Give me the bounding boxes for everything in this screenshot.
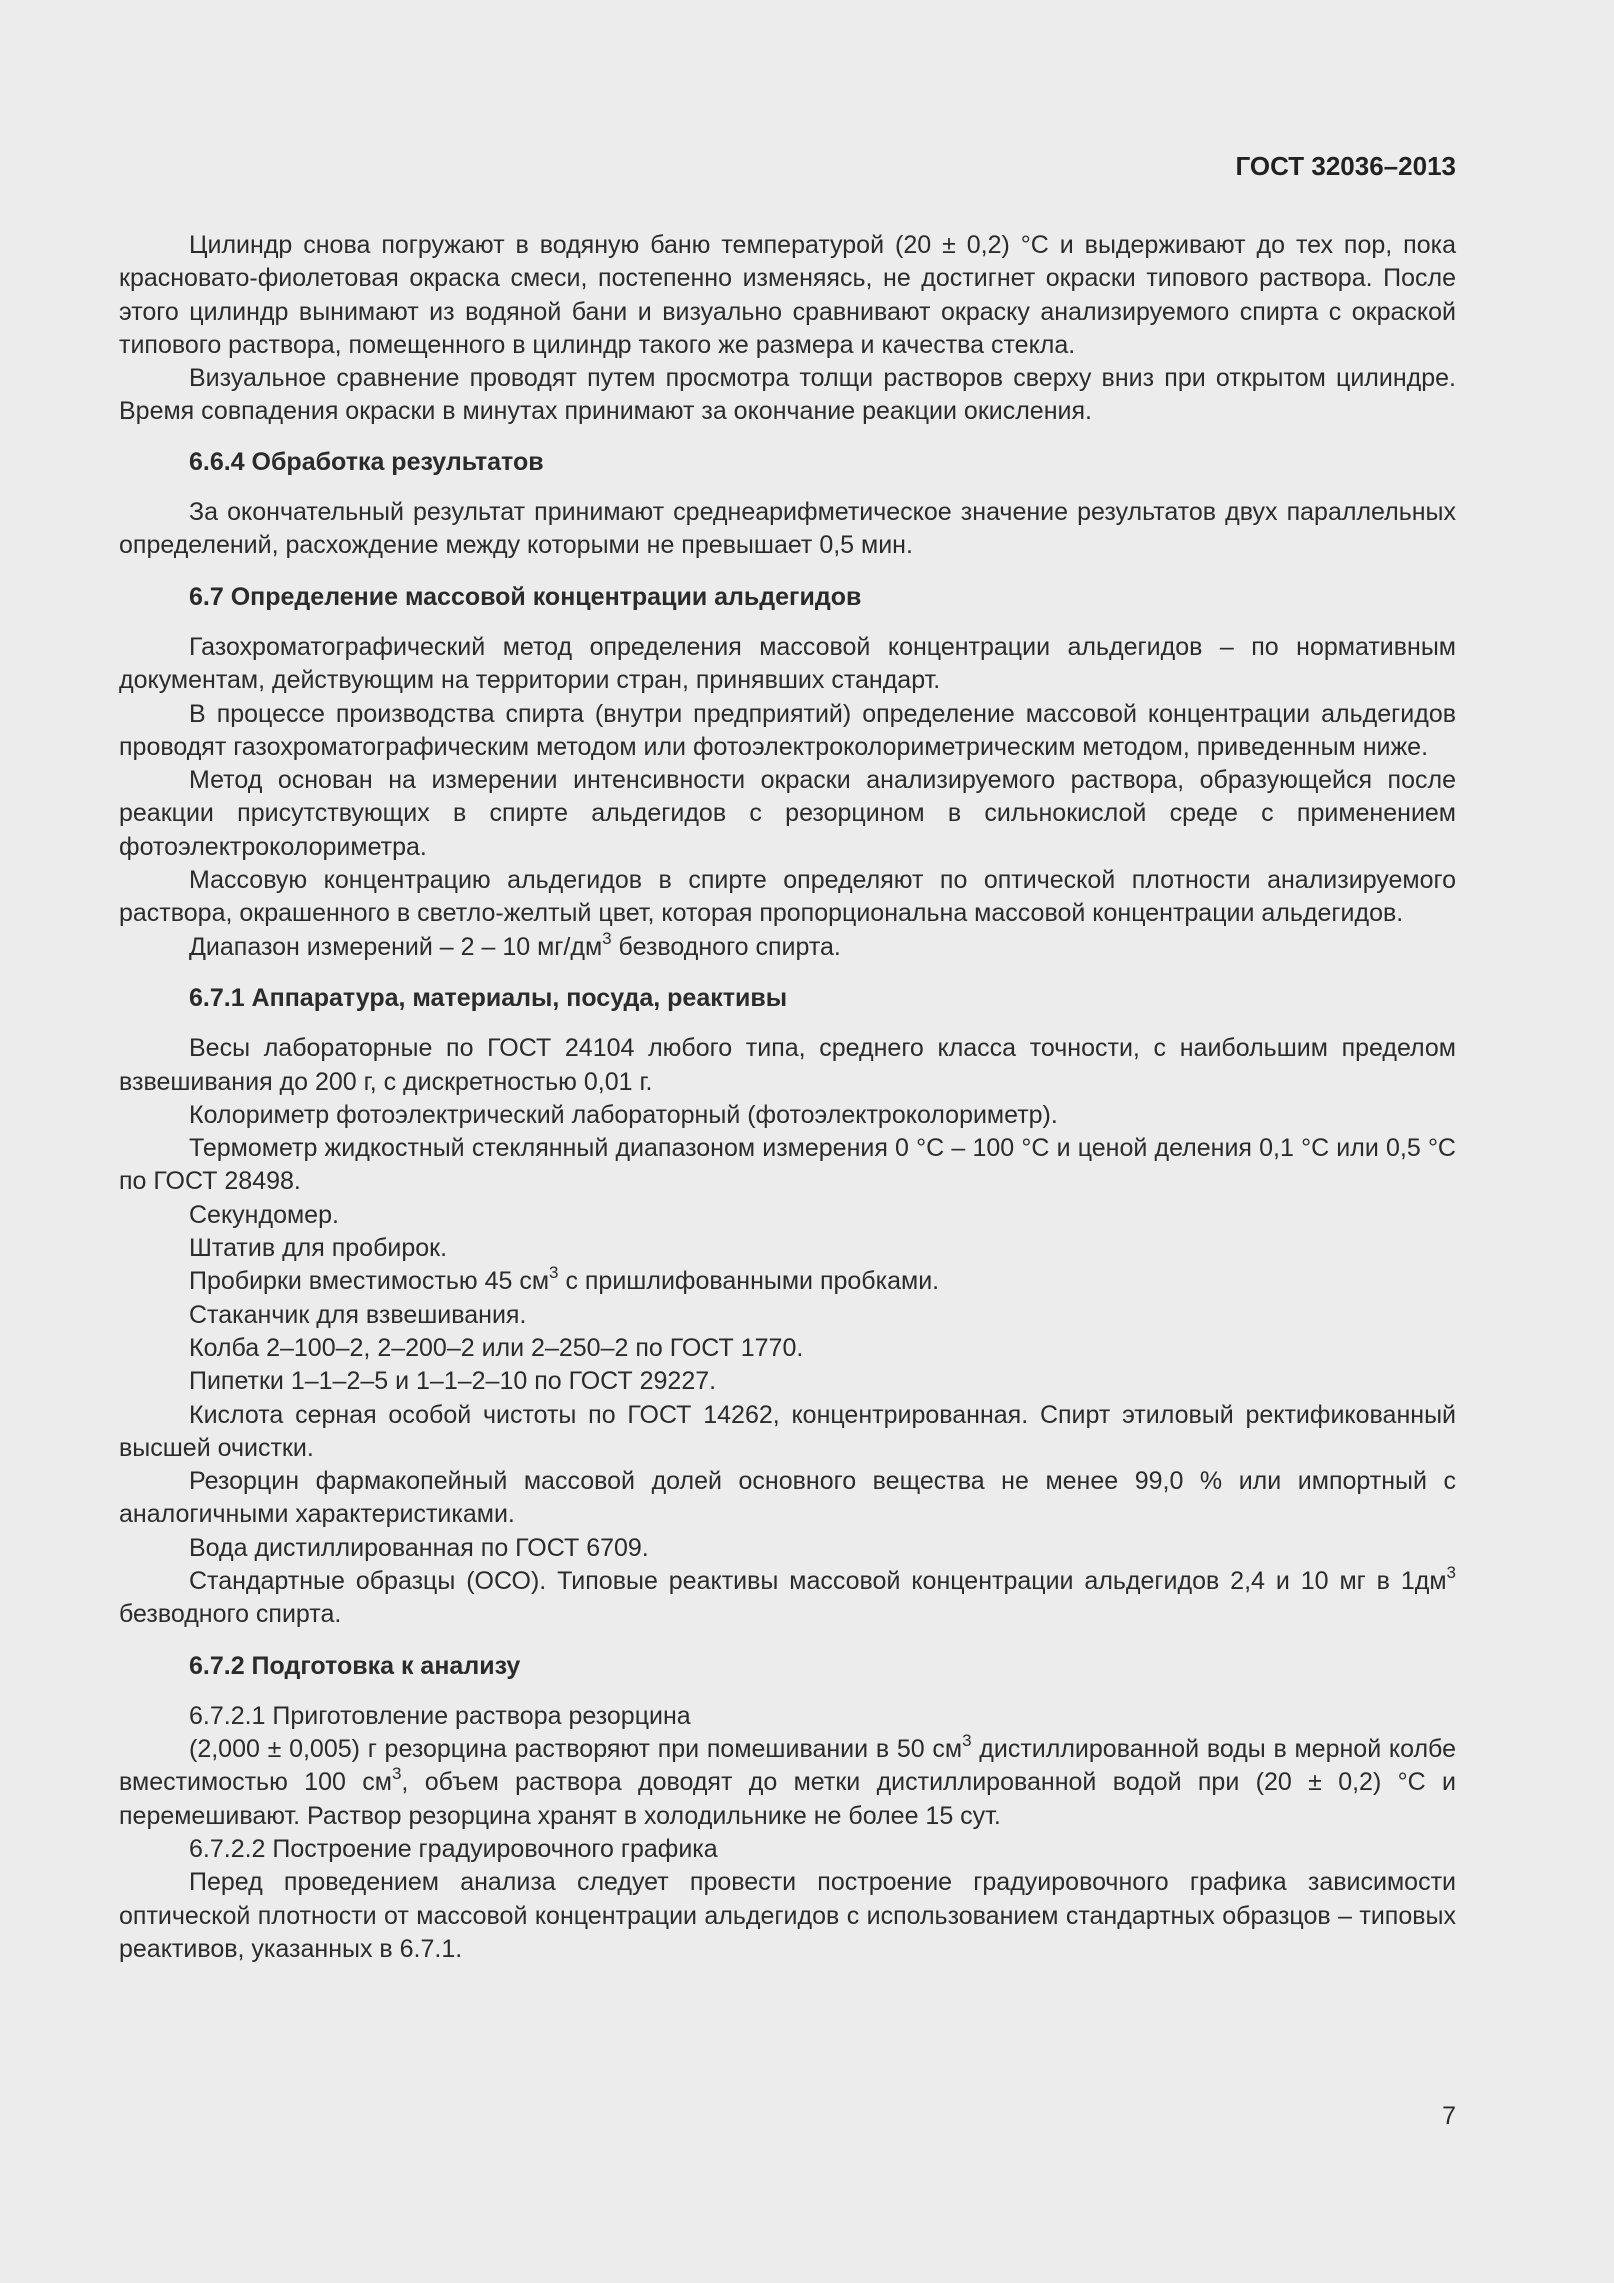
list-item: Резорцин фармакопейный массовой долей основного вещества не менее 99,0 % или импортный с аналогичными характеристиками.	[119, 1467, 1456, 1529]
paragraph	[119, 1733, 1456, 1833]
text-run: дистиллированной воды в мерной колбе вместимостью 100 см	[119, 1735, 1456, 1797]
list-item: Вода дистиллированная по ГОСТ 6709.	[189, 1533, 649, 1562]
superscript: 3	[391, 1764, 402, 1784]
list-item: Кислота серная особой чистоты по ГОСТ 14262, концентрированная. Спирт этиловый ректификованный высшей очистки.	[119, 1400, 1456, 1462]
list-item: Пипетки 1–1–2–5 и 1–1–2–10 по ГОСТ 29227.	[189, 1367, 717, 1396]
superscript: 3	[962, 1731, 972, 1751]
text-run: Стандартные образцы (ОСО). Типовые реактивы массовой концентрации альдегидов 2,4 и 10 мг в 1дм	[189, 1566, 1447, 1595]
paragraph: Массовую концентрацию альдегидов в спирте определяют по оптической плотности анализируемого раствора, окрашенного в светло-желтый цвет, которая пропорциональна массовой концентрации альдегидов.	[119, 866, 1456, 928]
list-item: Штатив для пробирок.	[189, 1234, 448, 1263]
paragraph: Метод основан на измерении интенсивности окраски анализируемого раствора, образующейся после реакции присутствующих в спирте альдегидов с резорцином в сильнокислой среде с применением фотоэлектроколориметра.	[119, 766, 1456, 861]
list-item: Колба 2–100–2, 2–200–2 или 2–250–2 по ГОСТ 1770.	[189, 1333, 804, 1362]
list-item	[119, 1562, 1456, 1632]
text-run: с пришлифованными пробками.	[558, 1267, 940, 1296]
list-item: Весы лабораторные по ГОСТ 24104 любого типа, среднего класса точности, с наибольшим пределом взвешивания до 200 г, с дискретностью 0,01 г.	[119, 1034, 1456, 1096]
document-id: ГОСТ 32036–2013	[1235, 151, 1456, 181]
paragraph: Визуальное сравнение проводят путем просмотра толщи растворов сверху вниз при открытом цилиндре. Время совпадения окраски в минутах принимают за окончание реакции окисления.	[119, 364, 1456, 426]
text-run: безводного спирта.	[611, 932, 841, 961]
superscript: 3	[549, 1263, 559, 1283]
text-run: , объем раствора доводят до метки дистиллированной водой при (20 ± 0,2) °С и перемешивают. Раствор резорцина хранят в холодильнике не более 15 сут.	[119, 1768, 1456, 1830]
section-heading-6-7-2: 6.7.2 Подготовка к анализу	[189, 1651, 521, 1680]
superscript: 3	[1446, 1562, 1456, 1582]
text-run: Диапазон измерений – 2 – 10 мг/дм	[189, 932, 603, 961]
section-heading-6-7: 6.7 Определение массовой концентрации альдегидов	[189, 582, 862, 611]
section-heading-6-7-1: 6.7.1 Аппаратура, материалы, посуда, реактивы	[189, 983, 788, 1012]
text-run: безводного спирта.	[119, 1600, 342, 1629]
paragraph: Перед проведением анализа следует провести построение градуировочного графика зависимости оптической плотности от массовой концентрации альдегидов с использованием стандартных образцов – типовых реактивов, указанных в 6.7.1.	[119, 1868, 1456, 1963]
superscript: 3	[602, 928, 612, 948]
paragraph: В процессе производства спирта (внутри предприятий) определение массовой концентрации альдегидов проводят газохроматографическим методом или фотоэлектроколориметрическим методом, приведенным ниже.	[119, 699, 1456, 761]
document-body	[119, 229, 1456, 1966]
subsection-title-6-7-2-2: 6.7.2.2 Построение градуировочного графика	[189, 1835, 718, 1864]
page-number: 7	[1442, 2102, 1456, 2130]
list-item: Стаканчик для взвешивания.	[189, 1300, 527, 1329]
text-run: Пробирки вместимостью 45 см	[189, 1267, 550, 1296]
text-run: (2,000 ± 0,005) г резорцина растворяют при помешивании в 50 см	[189, 1735, 963, 1764]
subsection-title-6-7-2-1: 6.7.2.1 Приготовление раствора резорцина	[189, 1701, 691, 1730]
paragraph: За окончательный результат принимают среднеарифметическое значение результатов двух параллельных определений, расхождение между которыми не превышает 0,5 мин.	[119, 498, 1456, 560]
paragraph: Цилиндр снова погружают в водяную баню температурой (20 ± 0,2) °С и выдерживают до тех пор, пока красновато-фиолетовая окраска смеси, постепенно изменяясь, не достигнет окраски типового раствора. После этого цилиндр вынимают из водяной бани и визуально сравнивают окраску анализируемого спирта с окраской типового раствора, помещенного в цилиндр такого же размера и качества стекла.	[119, 231, 1456, 359]
list-item	[119, 1265, 1456, 1298]
paragraph: Газохроматографический метод определения массовой концентрации альдегидов – по нормативным документам, действующим на территории стран, принявших стандарт.	[119, 632, 1456, 695]
paragraph-measurement-range	[119, 928, 1456, 964]
list-item: Секундомер.	[189, 1200, 339, 1229]
section-heading-6-6-4: 6.6.4 Обработка результатов	[189, 447, 544, 476]
list-item: Колориметр фотоэлектрический лабораторный (фотоэлектроколориметр).	[189, 1100, 1058, 1129]
list-item: Термометр жидкостный стеклянный диапазоном измерения 0 °С – 100 °С и ценой деления 0,1 °С или 0,5 °С по ГОСТ 28498.	[119, 1134, 1456, 1196]
